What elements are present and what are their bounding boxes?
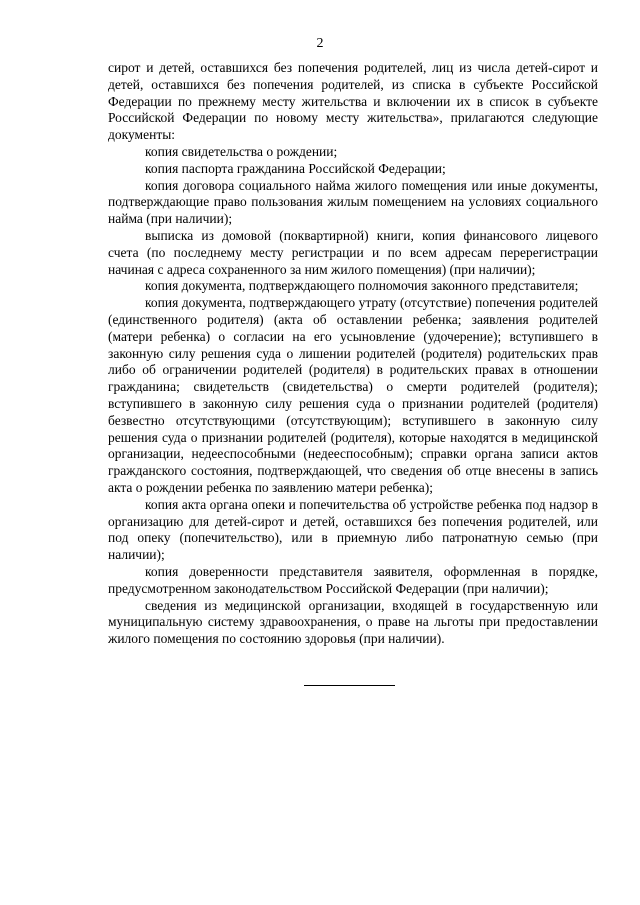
list-item-power-of-attorney: копия доверенности представителя заявителя, оформленная в порядке, предусмотренном законодательством Российской Федерации (при наличии); [108,563,598,596]
list-item-loss-of-care: копия документа, подтверждающего утрату (отсутствие) попечения родителей (единственного родителя) (акта об оставлении ребенка; заявления родителей (матери ребенка) о согласии на его усыновление (удочерение); вступившего в законную силу решения суда о лишении родителей (родителя) родительских прав либо об ограничении родителей (родителя) в родительских правах в отношении гражданина; свидетельств (свидетельства) о смерти родителей (родителя); вступившего в законную силу решения суда о признании родителей (родителя) безвестно отсутствующими (отсутствующим); вступившего в законную силу решения суда о признании родителей (родителя), которые находятся в медицинской организации, недееспособными (недееспособным); справки органа записи актов гражданского состояния, подтверждающей, что сведения об отце внесены в запись акта о рождении ребенка по заявлению матери ребенка); [108,295,598,495]
list-item-legal-representative: копия документа, подтверждающего полномочия законного представителя; [145,278,579,294]
list-item-passport: копия паспорта гражданина Российской Федерации; [145,160,446,176]
document-body [108,60,598,648]
list-item-guardianship-act: копия акта органа опеки и попечительства об устройстве ребенка под надзор в организацию для детей-сирот и детей, оставшихся без попечения родителей, или под опеку (попечительство), или в приемную либо патронатную семью (при наличии); [108,496,598,563]
end-separator-line [304,685,395,686]
list-item-medical-info: сведения из медицинской организации, входящей в государственную или муниципальную систему здравоохранения, о праве на льготы при предоставлении жилого помещения по состоянию здоровья (при наличии). [108,597,598,647]
list-item-house-book: выписка из домовой (поквартирной) книги, копия финансового лицевого счета (по последнему месту регистрации и по всем адресам перерегистрации начиная с адреса сохраненного за ним жилого помещения) (при наличии); [108,227,598,277]
list-item-social-lease: копия договора социального найма жилого помещения или иные документы, подтверждающие право пользования жилым помещением на условиях социального найма (при наличии); [108,177,598,227]
list-item-birth-certificate: копия свидетельства о рождении; [145,143,338,159]
page-number: 2 [316,36,324,51]
paragraph-continuation: сирот и детей, оставшихся без попечения родителей, лиц из числа детей-сирот и детей, оставшихся без попечения родителей, из списка в субъекте Российской Федерации по прежнему месту жительства и включении их в список в субъекте Российской Федерации по новому месту жительства», прилагаются следующие документы: [108,60,598,143]
